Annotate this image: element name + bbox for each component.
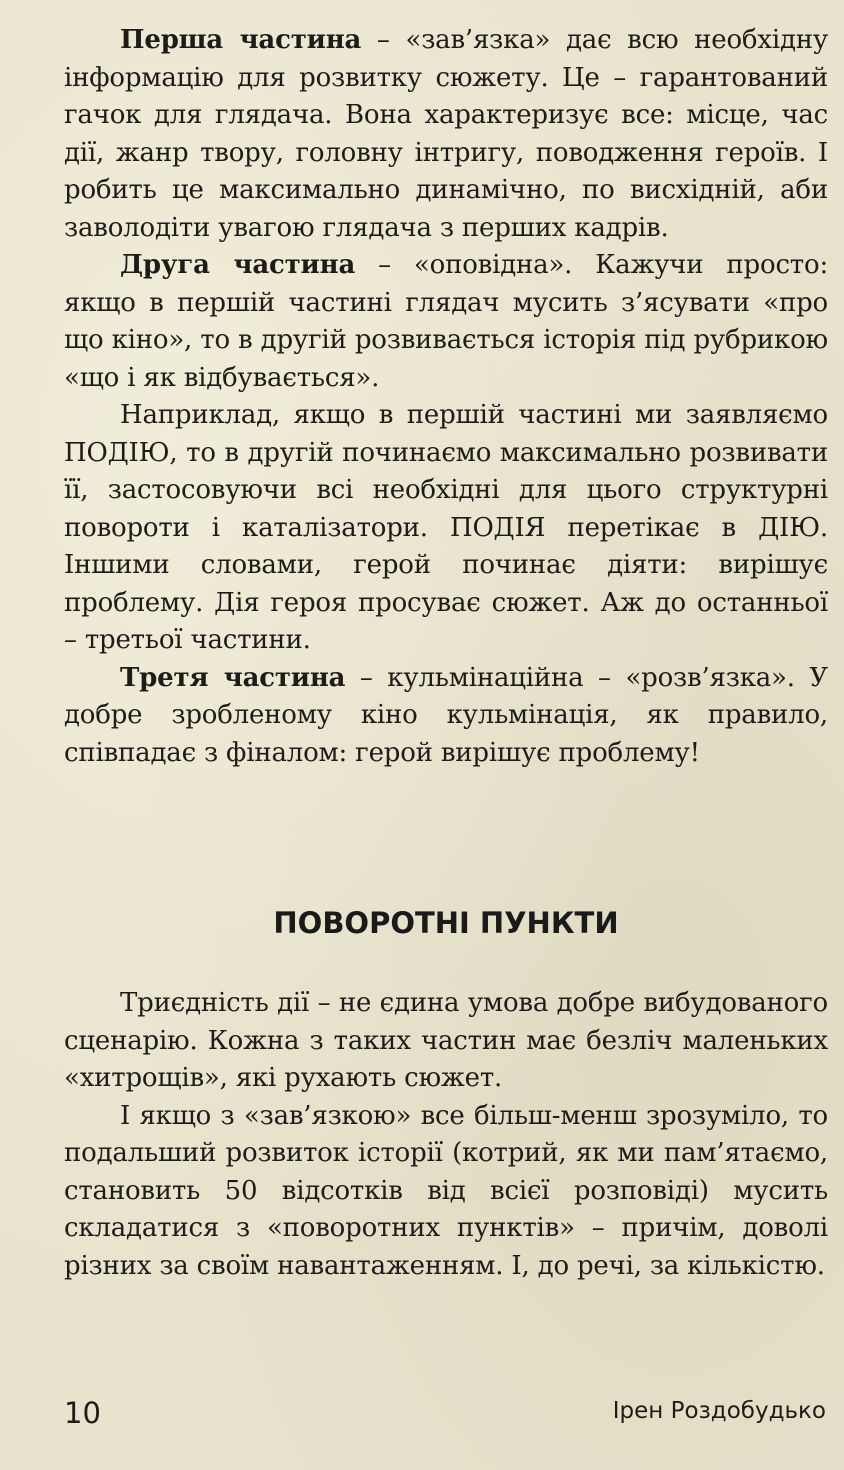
section-paragraph-two: І якщо з «зав’язкою» все більш-менш зрозуміло, то подальший розвиток історії (котрий, як ми пам’ятаємо, становить 50 відсотків від всієї розповіді) мусить складатися з «поворотних пунктів» – причім, доволі різних за своїм навантаженням. І, до речі, за кількістю. xyxy=(64,1100,828,1281)
section-body xyxy=(64,985,828,1285)
paragraph-example: Наприклад, якщо в першій частині ми заявляємо ПОДІЮ, то в другій починаємо максимально розвивати її, застосовуючи всі необхідні для цього структурні повороти і каталізатори. ПОДІЯ перетікає в ДІЮ. Іншими словами, герой починає діяти: вирішує проблему. Дія героя просуває сюжет. Аж до останньої – третьої частини. xyxy=(64,400,828,655)
text-part-three: – кульмінаційна – «розв’язка». У добре зробленому кіно кульмінація, як правило, співпадає з фіналом: герой вирішує проблему! xyxy=(64,662,828,768)
lead-part-three: Третя частина xyxy=(120,662,346,693)
running-footer-author: Ірен Роздобудько xyxy=(612,1398,826,1424)
lead-part-two: Друга частина xyxy=(120,250,356,280)
paragraph-part-two xyxy=(64,247,828,397)
main-text xyxy=(64,22,828,772)
section-heading: ПОВОРОТНІ ПУНКТИ xyxy=(273,906,619,940)
text-part-two: – «оповідна». Кажучи просто: якщо в першій частині глядач мусить з’ясувати «про що кіно», то в другій розвивається історія під рубрикою «що і як відбувається». xyxy=(64,250,829,393)
lead-part-one: Перша частина xyxy=(120,25,362,55)
page-number: 10 xyxy=(64,1396,101,1430)
paragraph-part-three xyxy=(64,660,828,773)
text-part-one: – «зав’язка» дає всю необхідну інформацію для розвитку сюжету. Це – гарантований гачок для глядача. Вона характеризує все: місце, час дії, жанр твору, головну інтригу, поводження героїв. І робить це максимально динамічно, по висхідній, аби заволодіти увагою глядача з перших кадрів. xyxy=(64,25,828,243)
paragraph-part-one xyxy=(64,22,828,247)
section-paragraph-one: Триєдність дії – не єдина умова добре вибудованого сценарію. Кожна з таких частин має безліч маленьких «хитрощів», які рухають сюжет. xyxy=(64,988,828,1093)
